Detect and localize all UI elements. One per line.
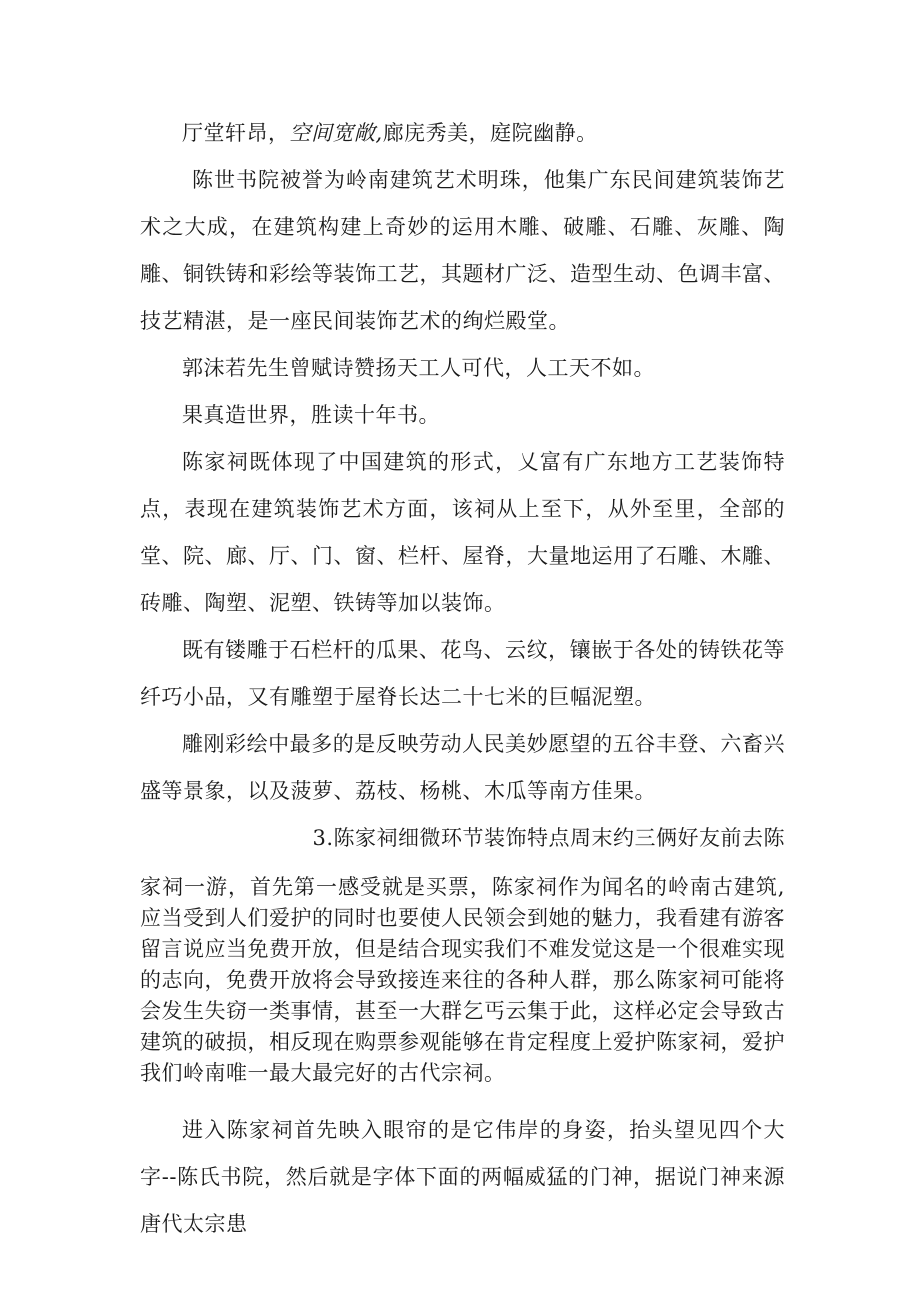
paragraph-1-part-b: 廊庑秀美，庭院幽静。 <box>382 121 598 145</box>
paragraph-3: 郭沫若先生曾赋诗赞扬天工人可代，人工天不如。 <box>182 356 655 380</box>
paragraph-1 <box>140 110 785 157</box>
paragraph-1-italic: 空间宽敞, <box>289 121 383 145</box>
paragraph-9: 进入陈家祠首先映入眼帘的是它伟岸的身姿，抬头望见四个大字--陈氏书院，然后就是字体下面的两幅威猛的门神，据说门神来源唐代太宗患 <box>140 1118 785 1236</box>
paragraph-8-heading: 3.陈家祠细微环节装饰特点周末约三俩好友前去陈 <box>312 826 785 850</box>
paragraph-6: 既有镂雕于石栏杆的瓜果、花鸟、云纹，镶嵌于各处的铸铁花等纤巧小品，又有雕塑于屋脊长达二十七米的巨幅泥塑。 <box>140 638 785 709</box>
paragraph-8-body: 家祠一游，首先第一感受就是买票，陈家祠作为闻名的岭南古建筑,应当受到人们爱护的同时也要使人民领会到她的魅力，我看建有游客留言说应当免费开放，但是结合现实我们不难发觉这是一个很难实现的志向，免费开放将会导致接连来往的各种人群，那么陈家祠可能将会发生失窃一类事情，甚至一大群乞丐云集于此，这样必定会导致古建筑的破损，相反现在购票参观能够在肯定程度上爱护陈家祠，爱护我们岭南唯一最大最完好的古代宗祠。 <box>140 875 785 1085</box>
paragraph-4: 果真造世界，胜读十年书。 <box>182 403 440 427</box>
paragraph-1-part-a: 厅堂轩昂， <box>182 121 290 145</box>
paragraph-5: 陈家祠既体现了中国建筑的形式，乂富有广东地方工艺装饰特点，表现在建筑装饰艺术方面，该祠从上至下，从外至里，全部的堂、院、廊、厅、门、窗、栏杆、屋脊，大量地运用了石雕、木雕、砖雕、陶塑、泥塑、铁铸等加以装饰。 <box>140 450 785 615</box>
paragraph-2: 陈世书院被誉为岭南建筑艺术明珠，他集广东民间建筑装饰艺术之大成，在建筑构建上奇妙的运用木雕、破雕、石雕、灰雕、陶雕、铜铁铸和彩绘等装饰工艺，其题材广泛、造型生动、色调丰富、技艺精湛，是一座民间装饰艺术的绚烂殿堂。 <box>140 168 785 333</box>
paragraph-7: 雕刚彩绘中最多的是反映劳动人民美妙愿望的五谷丰登、六畜兴盛等景象，以及菠萝、荔枝、杨桃、木瓜等南方佳果。 <box>140 732 785 803</box>
